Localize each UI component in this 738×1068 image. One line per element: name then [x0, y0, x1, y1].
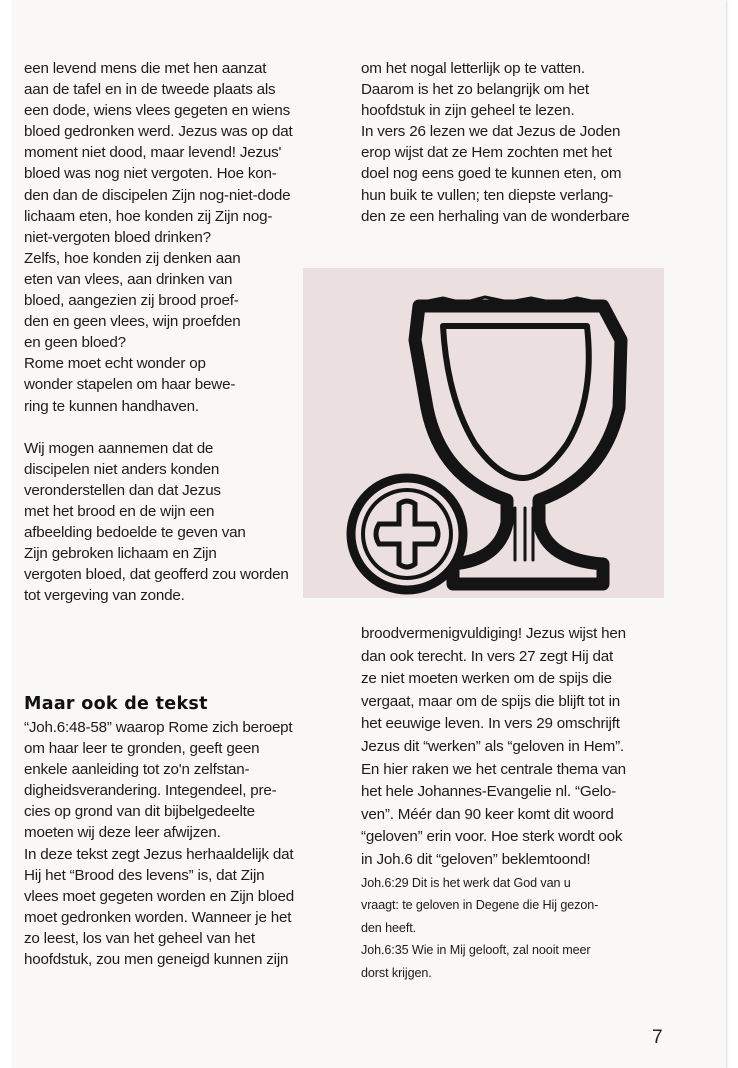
text-line: Zelfs, hoe konden zij denken aan: [24, 249, 241, 267]
paragraph-gap: [24, 417, 292, 438]
text-line: met het brood en de wijn een: [24, 502, 215, 520]
left-column-bottom-text: [24, 692, 294, 970]
text-line: bloed gedronken werd. Jezus was op dat: [24, 123, 293, 141]
text-line: bloed was nog niet vergoten. Hoe kon-: [24, 165, 277, 183]
text-line: “Joh.6:48-58” waarop Rome zich beroept: [24, 719, 293, 736]
text-line: En hier raken we het centrale thema van: [361, 760, 626, 778]
text-line: ze niet moeten werken om de spijs die: [361, 670, 612, 688]
text-line: erop wijst dat ze Hem zochten met het: [361, 144, 612, 162]
text-line: broodvermenigvuldiging! Jezus wijst hen: [361, 625, 626, 642]
text-line: moet gedronken worden. Wanneer je het: [24, 908, 292, 926]
text-line: om haar leer te gronden, geeft geen: [24, 740, 260, 758]
text-line: Rome moet echt wonder op: [24, 355, 206, 373]
chalice-and-host-illustration: [303, 268, 664, 598]
bible-quotes: [361, 872, 626, 985]
text-line: In deze tekst zegt Jezus herhaaldelijk dat: [24, 845, 294, 863]
left-column-top-text: [24, 58, 292, 606]
quote-line: dorst krijgen.: [361, 965, 432, 980]
document-page: [12, 0, 726, 1068]
section-heading: Maar ook de tekst: [24, 694, 208, 714]
text-line: aan de tafel en in de tweede plaats als: [24, 81, 276, 99]
quote-line: Joh.6:35 Wie in Mij gelooft, zal nooit meer: [361, 943, 591, 958]
text-line: enkele aanleiding tot zo'n zelfstan-: [24, 761, 250, 779]
right-column-top-text: [361, 58, 630, 227]
quote-line: Joh.6:29 Dit is het werk dat God van u: [361, 875, 571, 890]
text-line: discipelen niet anders konden: [24, 460, 220, 478]
text-line: den en geen vlees, wijn proefden: [24, 313, 241, 331]
text-line: hoofdstuk in zijn geheel te lezen.: [361, 102, 575, 120]
chalice-stem-lines: [515, 508, 533, 560]
text-line: vlees moet gegeten worden en Zijn bloed: [24, 887, 294, 905]
text-line: het eeuwige leven. In vers 29 omschrijft: [361, 715, 620, 733]
text-line: moeten wij deze leer afwijzen.: [24, 824, 221, 842]
text-line: tot vergeving van zonde.: [24, 587, 185, 605]
text-line: het hele Johannes-Evangelie nl. “Gelo-: [361, 783, 616, 801]
text-line: den dan de discipelen Zijn nog-niet-dode: [24, 186, 291, 204]
text-line: en geen bloed?: [24, 334, 126, 352]
text-line: den ze een herhaling van de wonderbare: [361, 207, 630, 225]
text-line: Wij mogen aannemen dat de: [24, 439, 214, 457]
text-line: Hij het “Brood des levens” is, dat Zijn: [24, 866, 265, 884]
text-line: hun buik te vullen; ten diepste verlang-: [361, 186, 614, 204]
text-line: veronderstellen dan dat Jezus: [24, 481, 221, 499]
text-line: vergoten bloed, dat geofferd zou worden: [24, 566, 289, 584]
text-line: vergaat, maar om de spijs die blijft tot in: [361, 692, 620, 710]
text-line: in Joh.6 dit “geloven” beklemtoond!: [361, 850, 591, 868]
quote-line: den heeft.: [361, 920, 417, 935]
text-line: ring te kunnen handhaven.: [24, 397, 199, 415]
text-line: een dode, wiens vlees gegeten en wiens: [24, 102, 290, 120]
text-line: Jezus dit “werken” als “geloven in Hem”.: [361, 737, 624, 755]
text-line: Zijn gebroken lichaam en Zijn: [24, 545, 217, 563]
right-column-bottom-text: [361, 623, 626, 985]
text-line: ven”. Méér dan 90 keer komt dit woord: [361, 805, 614, 823]
text-line: lichaam eten, hoe konden zij Zijn nog-: [24, 207, 273, 225]
chalice-bowl-inner: [443, 326, 589, 478]
text-line: moment niet dood, maar levend! Jezus': [24, 144, 282, 162]
text-line: dan ook terecht. In vers 27 zegt Hij dat: [361, 647, 614, 665]
text-line: afbeelding bedoelde te geven van: [24, 523, 246, 541]
quote-line: vraagt: te geloven in Degene die Hij gezon-: [361, 898, 599, 913]
page-number: 7: [652, 1027, 663, 1048]
text-line: doel nog eens goed te kunnen eten, om: [361, 165, 622, 183]
text-line: Daarom is het zo belangrijk om het: [361, 81, 589, 99]
text-line: wonder stapelen om haar bewe-: [24, 376, 236, 394]
text-line: cies op grond van dit bijbelgedeelte: [24, 803, 255, 821]
text-line: hoofdstuk, zou men geneigd kunnen zijn: [24, 951, 289, 969]
text-line: zo leest, los van het geheel van het: [24, 929, 255, 947]
text-line: een levend mens die met hen aanzat: [24, 60, 267, 77]
text-line: digheidsverandering. Integendeel, pre-: [24, 782, 277, 800]
text-line: om het nogal letterlijk op te vatten.: [361, 60, 585, 77]
text-line: eten van vlees, aan drinken van: [24, 270, 233, 288]
chalice-host-drawing: [303, 268, 664, 598]
text-line: niet-vergoten bloed drinken?: [24, 228, 211, 246]
text-line: In vers 26 lezen we dat Jezus de Joden: [361, 123, 621, 141]
text-line: “geloven” erin voor. Hoe sterk wordt ook: [361, 828, 623, 846]
text-line: bloed, aangezien zij brood proef-: [24, 292, 239, 310]
